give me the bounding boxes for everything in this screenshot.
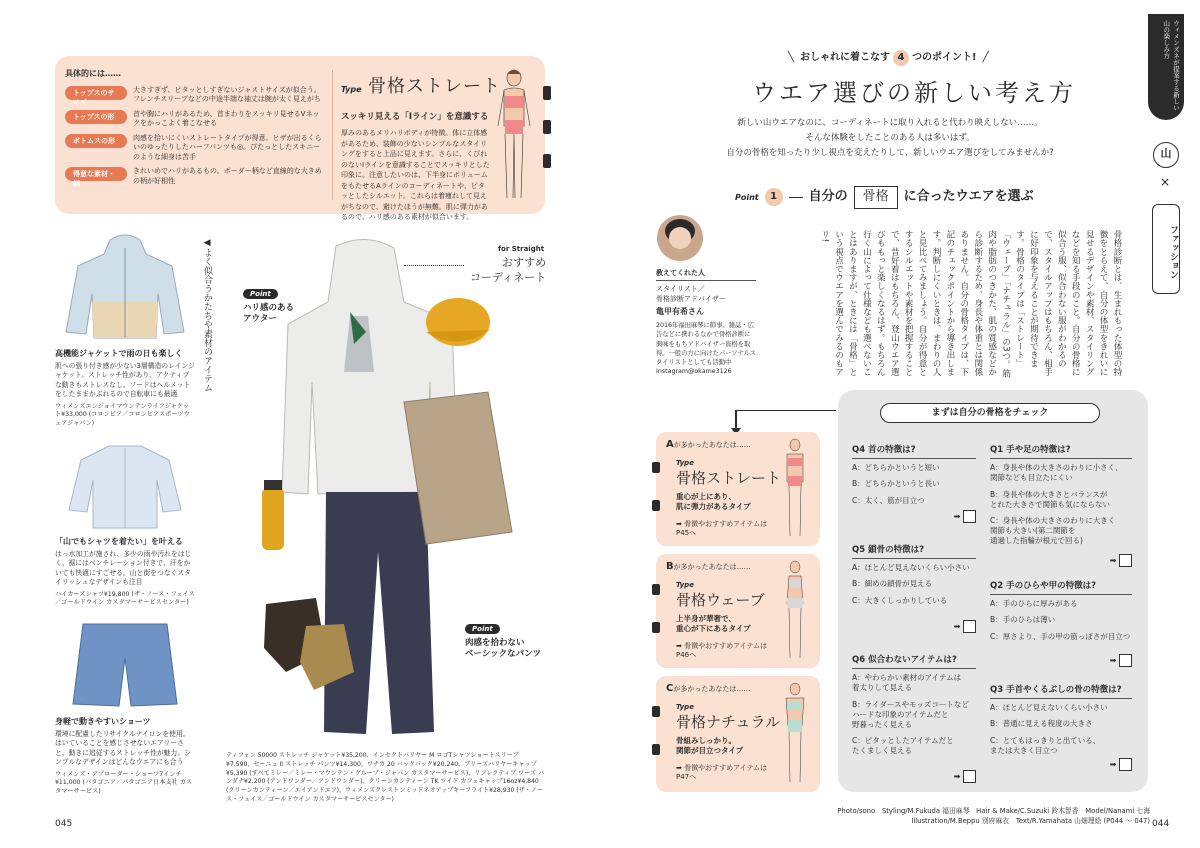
question-option: A：ほとんど見えないくらい小さい: [990, 703, 1108, 713]
detail-row: [65, 110, 325, 129]
question-option: B：細めの鎖骨が見える: [852, 579, 933, 589]
teacher-name: 亀甲有希さん: [656, 306, 704, 316]
page-number-left: 045: [55, 819, 73, 829]
items-label-text: よく似合うかたちや素材のアイテム: [202, 248, 213, 392]
point-callout-1: [243, 288, 294, 326]
answer-box[interactable]: ➡: [1110, 554, 1132, 567]
question-option: A：やわらかい素材のアイテムは 着太りして見える: [852, 673, 962, 693]
rain-jacket-image: [60, 232, 190, 342]
natural-figure-icon: [780, 680, 810, 786]
item-credit: ハイカーズシャツ¥19,800 (ザ・ノース・フェイス／ゴールドウイン カスタマーサービスセンター): [55, 590, 195, 607]
question-option: B：ライダースやモッズコートなど ハードな印象のアイテムだと 野暮ったく見える: [852, 699, 969, 729]
card-marker: [652, 744, 660, 755]
teacher-bio: 2016年福田麻琴に師事。雑誌・広告などに携わるなかで骨格診断に興味をもちアドバイザー資格を取得。一般の方に向けたパーソナルスタイリストとしても活動中 Instagram@okame3126: [656, 322, 756, 375]
type-card-label: Type: [676, 459, 694, 467]
arrow-right-icon: ➡: [676, 520, 685, 528]
question-option: C：太く、筋が目立つ: [852, 495, 925, 505]
detail-text: 肉感を拾いにくいストレートタイプが得意。ヒザが出るくらいのゆったりしたハーフパンツも◎。ぴたっとしたスキニーのような細身は苦手: [133, 133, 322, 161]
question-option: C：厚さより、手の甲の筋っぽさが目立つ: [990, 631, 1131, 641]
point-heading: [735, 186, 1034, 209]
question-title: Q2 手のひらや甲の特徴は?: [990, 580, 1132, 595]
question-option: A：身長や体の大きさのわりに小さく、 関節なども目立たにくい: [990, 463, 1123, 483]
teacher-role: スタイリスト／ 骨格診断アドバイザー: [656, 285, 726, 303]
point-tag: Point: [243, 289, 278, 299]
detail-tag: トップスのサイズ: [65, 86, 127, 100]
question-block: [852, 654, 976, 792]
type-card-pre: Cが多かったあなたは……: [666, 683, 751, 694]
type-card-desc: 重心が上にあり、 肌に弾力があるタイプ: [676, 492, 751, 512]
questions-left: [852, 444, 976, 792]
teacher-avatar: [657, 215, 703, 261]
check-arrow: [736, 410, 836, 411]
straight-figure-illustration: [493, 66, 535, 206]
point-num: 1: [765, 188, 783, 206]
item-jacket: [55, 232, 195, 429]
question-option: C：身長や体の大きさのわりに大きく 関節も大きい(第二関節を 通過した指輪が根元で回る): [990, 515, 1116, 546]
items-vertical-label: [200, 238, 213, 458]
question-option: C：ピタッとしたアイテムだと たくましく見える: [852, 735, 954, 756]
type-card-pre: Aが多かったあなたは……: [666, 439, 751, 450]
items-column: [55, 232, 195, 429]
item-title: 身軽で動きやすいショーツ: [55, 717, 151, 726]
detail-rows: [65, 86, 325, 189]
type-card-wave: [656, 554, 820, 668]
items-column-2: [55, 440, 195, 608]
question-title: Q6 似合わないアイテムは?: [852, 654, 976, 669]
hikers-shirt-image: [65, 440, 185, 530]
type-card-desc: 骨組みしっかり。 関節が目立つタイプ: [676, 736, 744, 756]
kicker-post: つのポイント!: [912, 52, 977, 63]
orange-tab-marker: [543, 86, 551, 100]
coord-dotted-line: [404, 265, 464, 266]
teacher-block: [656, 268, 756, 376]
point-text: ハリ感のある アウター: [243, 302, 295, 325]
detail-row: [65, 134, 325, 162]
orange-tab-marker: [543, 120, 551, 134]
arrow-right-icon: ➡: [676, 642, 685, 650]
detail-text: 大きすぎず、ピタッとしすぎないジャストサイズが似合う。フレンチスリーブなどの中途半端な袖丈は腕が太く見えがち: [133, 86, 321, 104]
check-title: まずは自分の骨格をチェック: [880, 403, 1100, 423]
question-option: A：ほとんど見えないくらい小さい: [852, 563, 970, 573]
card-marker: [652, 706, 660, 717]
wave-figure-icon: [780, 558, 810, 662]
question-option: B：身長や体の大きさとバランスが とれた大きさで関節も気にならない: [990, 489, 1110, 509]
detail-divider: [332, 70, 333, 200]
detail-text: きれいめでハリがあるもの。ボーダー柄など直線的な大きめの柄が好相性: [133, 167, 322, 185]
item-text: 肌への張り付き感が少ない3層構造のレインジャケット。ストレッチ性があり、アクティブな動きもストレスなし。フードはヘルメットをしたままかぶれるので自転車にも最適: [55, 361, 195, 399]
kicker: [788, 50, 989, 66]
point-key: 骨格: [854, 186, 898, 209]
page-number-right: 044: [1152, 819, 1170, 829]
question-block: [990, 444, 1132, 580]
question-option: A：手のひらに厚みがある: [990, 599, 1078, 609]
question-block: [852, 544, 976, 654]
detail-type: [341, 74, 501, 100]
answer-box[interactable]: ➡: [1110, 654, 1132, 667]
item-text: はっ水加工が施され、多少の雨や汚れをはじく。裾にはベンチレーション付きで、汗をかいても快適にすごせる。山と街をつなぐスタイリッシュなデザインも注目: [55, 549, 192, 587]
type-card-link: ➡ 骨徴やおすすめアイテムは P46へ: [676, 642, 768, 660]
type-card-name: 骨格ウェーブ: [676, 591, 765, 609]
type-card-name: 骨格ナチュラル: [676, 713, 781, 731]
point-text: 肉感を拾わない ベーシックなパンツ: [465, 637, 542, 660]
question-option: C：とてもはっきりと出ている、 または大きく目立つ: [990, 735, 1101, 755]
credits: Photo/sono Styling/M.Fukuda 福田麻琴 Hair & Make/C.Suzuki 鈴木智香 Model/Nanami 七海 Illustration/M.Beppu 別府麻衣 Text/R.Yamahata 山畑理絵 (P044 〜 047): [837, 807, 1150, 826]
question-block: [852, 444, 976, 544]
item-shirt: [55, 440, 195, 608]
orange-tab-marker: [543, 154, 551, 168]
item-title: 高機能ジャケットで雨の日も楽しく: [55, 349, 183, 358]
answer-box[interactable]: ➡: [954, 510, 976, 523]
type-label: Type: [341, 85, 362, 94]
type-card-link: ➡ 骨徴やおすすめアイテムは P47へ: [676, 764, 768, 782]
kicker-slash: ╲: [788, 52, 795, 63]
detail-text: 首や胸にハリがあるため、首まわりをスッキリ見せるVネックをかっこよく着こなせる: [133, 109, 320, 128]
question-block: [990, 684, 1132, 788]
teacher-label: 教えてくれた人: [656, 268, 756, 281]
detail-tag: トップスの形: [65, 110, 127, 124]
answer-box[interactable]: ➡: [954, 770, 976, 783]
point-tag: Point: [465, 624, 500, 634]
item-title: 「山でもシャツを着たい」を叶える: [55, 537, 183, 546]
kicker-pre: おしゃれに着こなす: [800, 52, 891, 63]
side-tab-title: ウィメンズネが提案する新しい山の楽しみ方: [1148, 14, 1184, 120]
card-marker: [652, 500, 660, 511]
point-pre: 自分の: [808, 189, 848, 204]
outfit-caption: ティフォン 50000 ストレッチ ジャケット¥35,200、インセクトバリヤー M ロゴTシャツショートスリーブ¥7,590、セーニュ II ストレッチ パンツ¥14,300、ワナカ 20 バックパック¥20,240、ブリーズバリヤーキャップ¥5,390 (すべてミレー／ミレー・マウンテン・グループ・ジャパン カスタマーサービス)、リフレクティブ ワーズ バンダナ¥2,200 (アンドワンダー／アンドワンダー)、クリーンカンティーン TK ワイド カフェキャップ16oz¥4,840 (クリーンカンティーン／エイアンドエフ)、ウィメンズクレストンミッドネオアップキーフライト¥28,930 (ザ・ノース・フェイス／ゴールドウイン カスタマーサービスセンター): [226, 752, 545, 804]
question-block: [990, 580, 1132, 684]
straight-figure-icon: [780, 436, 810, 540]
type-card-name: 骨格ストレート: [676, 469, 782, 487]
arrow-right-icon: ➡: [676, 764, 685, 772]
detail-sub-heading: スッキリ見える「Iライン」を意識する: [341, 112, 489, 122]
type-card-label: Type: [676, 581, 694, 589]
side-tab-cross: ×: [1160, 175, 1171, 189]
kicker-slash: ╱: [982, 52, 989, 63]
detail-tag: 得意な素材・柄: [65, 167, 127, 181]
question-option: C：大きくしっかりしている: [852, 595, 948, 605]
shorts-image: [65, 618, 185, 710]
questions-right: [990, 444, 1132, 788]
side-tab-fashion: ファッション: [1152, 204, 1180, 294]
type-name: 骨格ストレート: [368, 76, 502, 97]
type-card-label: Type: [676, 703, 694, 711]
type-card-link: ➡ 骨徴やおすすめアイテムは P45へ: [676, 520, 768, 538]
detail-body: 厚みのあるメリハリボディが特徴。体に立体感があるため、装飾の少ないシンプルなスタイリングをすると上品に見えます。さらに、くびれのないIラインを意識することでスッキリとした印象に。注意したいのは、下半身にボリュームをもたせるAラインのコーディネートや、ピタッとしたシルエット。これらは着痩れして見えがちなので、避けたほうが無難。肌に弾力があるので、ハリ感のある素材が似合います。: [341, 129, 490, 221]
answer-box[interactable]: ➡: [1110, 758, 1132, 771]
vertical-arrow-icon: ◀: [202, 238, 213, 248]
question-option: B：普通に見える程度の大きさ: [990, 719, 1093, 729]
point-label: Point: [735, 192, 759, 202]
card-marker: [652, 584, 660, 595]
point-dash: [789, 197, 803, 198]
type-card-desc: 上半身が華奢で、 重心が下にあるタイプ: [676, 614, 751, 634]
page-title: ウエア選びの新しい考え方: [752, 79, 1076, 107]
detail-row: [65, 86, 325, 108]
detail-box: [55, 56, 545, 221]
item-credit: ウィメンズ・アプローダー・ショーツ7インチ¥11,000 (パタゴニア／パタゴニア日本支社 カスタマーサービス): [55, 770, 193, 795]
question-option: B：手のひらは薄い: [990, 615, 1056, 625]
answer-box[interactable]: ➡: [954, 620, 976, 633]
point-post: に合ったウエアを選ぶ: [903, 189, 1034, 204]
kicker-num: 4: [893, 50, 909, 66]
question-title: Q4 首の特徴は?: [852, 444, 976, 459]
detail-tag: ボトムスの形: [65, 134, 127, 148]
card-marker: [652, 622, 660, 633]
question-title: Q1 手や足の特徴は?: [990, 444, 1132, 459]
question-option: B：どちらかというと長い: [852, 479, 940, 489]
point-callout-2: [465, 623, 541, 661]
detail-heading: 具体的には……: [65, 69, 121, 78]
question-title: Q3 手首やくるぶしの骨の特徴は?: [990, 684, 1132, 699]
type-card-pre: Bが多かったあなたは……: [666, 561, 751, 572]
item-text: 環境に配慮したリサイクルナイロンを使用。はいていることを感じさせないエアリーさと、動きに追従するストレッチ性が魅力。シンプルなデザインはどんなウエアにも合う: [55, 729, 191, 767]
item-shorts: [55, 618, 195, 797]
coord-label-en: for Straight: [498, 245, 545, 253]
lead-text: 新しい山ウエアなのに、コーディネートに取り入れると代わり映えしない……。 そんな体験をしたことのある人は多いはず。 自分の骨格を知ったり少し視点を変えたりして、新しいウエア選びをしてみませんか?: [726, 118, 1054, 158]
item-credit: ウィメンズエンジョイマウンテンライフジャケット¥33,000 (コロンビア／コロンビアスポーツウェアジャパン): [55, 402, 190, 427]
side-tab-mountain: 山: [1153, 142, 1179, 168]
detail-row: [65, 167, 325, 189]
question-title: Q5 鎖骨の特徴は?: [852, 544, 976, 559]
items-column-3: [55, 618, 195, 797]
body-vertical: 骨格診断とは、生まれもった体型の特徴をとらえて、自分の体型をきれいに見せるデザインや素材、スタイリングなどを知る手段のこと。自分の骨格に似合う服、似合わない服がわかるので、スタイルアップはもちろん、相手に好印象を与えることが期待できます。骨格のタイプは「ストレート」「ウェーブ」「ナチュラル」の3つ。筋肉や脂肪のつきかた、肌の質感などから診断するため、身長や体重とは関係ありません。自分の骨格タイプは、下記のチェックポイントから導き出します。判断しにくいときは、まわりの人と見比べてみましょう。自分が得意とするシルエットや素材を把握することで、昔好着はもちろん、登山ウエア選びももっと楽しくなるはず。もちろん行く山によって仕様なども選べないことはありますが、ときには「骨格」という視点でウエアを選んでみるのもアリ!: [819, 230, 1122, 378]
type-card-natural: [656, 676, 820, 792]
side-tab: [1148, 14, 1184, 302]
card-marker: [652, 462, 660, 473]
coord-label: おすすめ コーディネート: [470, 256, 547, 284]
question-option: A：どちらかというと短い: [852, 463, 940, 473]
type-card-straight: [656, 432, 820, 546]
